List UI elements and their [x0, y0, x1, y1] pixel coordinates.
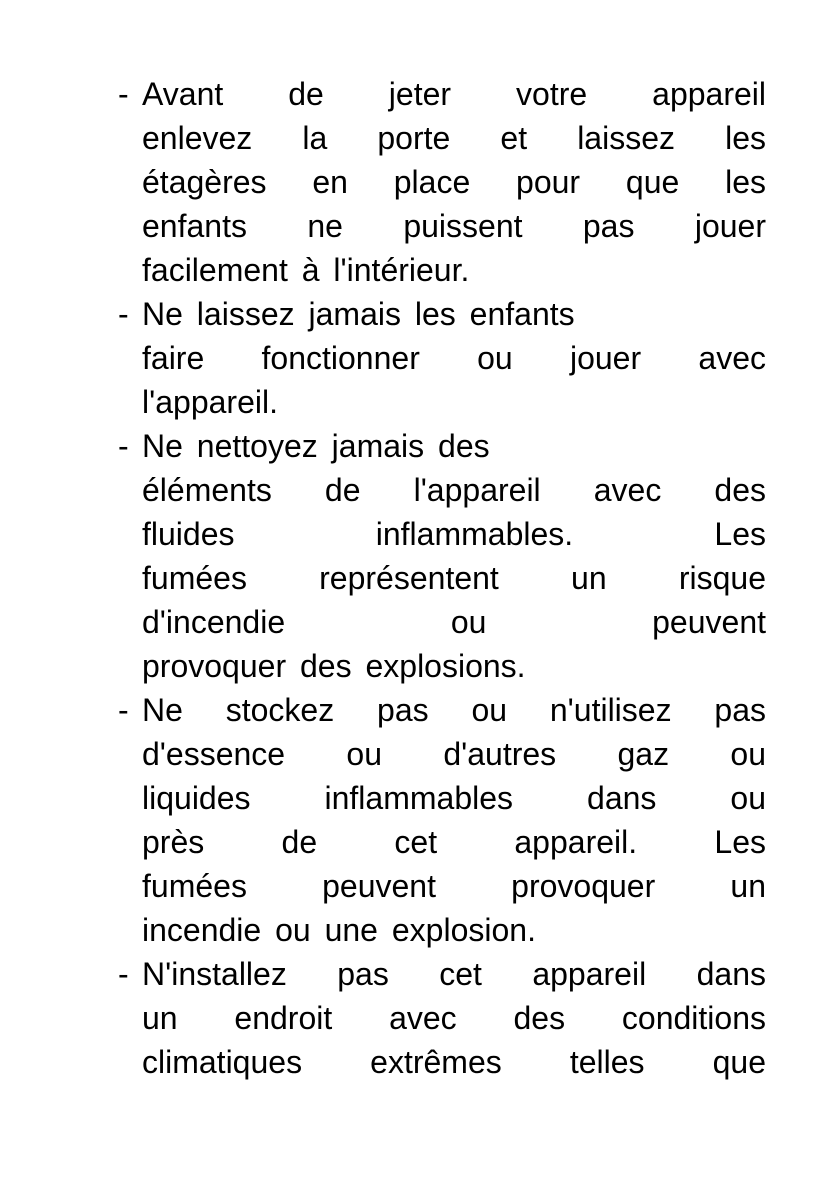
text-line: Ne nettoyez jamais des [142, 428, 490, 464]
list-item-text [142, 424, 766, 688]
text-line: fumées peuvent provoquer un [142, 868, 766, 904]
list-item [118, 292, 766, 424]
text-line: fumées représentent un risque [142, 560, 766, 596]
text-line: un endroit avec des conditions [142, 1000, 766, 1036]
list-item [118, 72, 766, 292]
text-line: provoquer des explosions. [142, 648, 526, 684]
text-line: N'installez pas cet appareil dans [142, 956, 766, 992]
text-line: climatiques extrêmes telles que [142, 1044, 766, 1080]
text-line: enlevez la porte et laissez les [142, 120, 766, 156]
text-line: Ne stockez pas ou n'utilisez pas [142, 692, 766, 728]
list-item [118, 952, 766, 1084]
text-line: fluides inflammables. Les [142, 516, 766, 552]
bullet-marker: - [118, 76, 129, 112]
bullet-marker: - [118, 428, 129, 464]
list-item [118, 688, 766, 952]
text-line: d'incendie ou peuvent [142, 604, 766, 640]
text-line: liquides inflammables dans ou [142, 780, 766, 816]
text-line: Avant de jeter votre appareil [142, 76, 766, 112]
safety-instructions-list [118, 72, 766, 1084]
list-item-text [142, 952, 766, 1084]
text-line: faire fonctionner ou jouer avec [142, 340, 766, 376]
bullet-marker: - [118, 956, 129, 992]
text-line: près de cet appareil. Les [142, 824, 766, 860]
list-item [118, 424, 766, 688]
list-item-text [142, 688, 766, 952]
bullet-marker: - [118, 296, 129, 332]
text-line: l'appareil. [142, 384, 278, 420]
list-item-text [142, 72, 766, 292]
list-item-text [142, 292, 766, 424]
text-line: d'essence ou d'autres gaz ou [142, 736, 766, 772]
text-line: étagères en place pour que les [142, 164, 766, 200]
bullet-marker: - [118, 692, 129, 728]
text-line: facilement à l'intérieur. [142, 252, 470, 288]
text-line: éléments de l'appareil avec des [142, 472, 766, 508]
text-line: incendie ou une explosion. [142, 912, 536, 948]
text-line: Ne laissez jamais les enfants [142, 296, 575, 332]
text-line: enfants ne puissent pas jouer [142, 208, 766, 244]
